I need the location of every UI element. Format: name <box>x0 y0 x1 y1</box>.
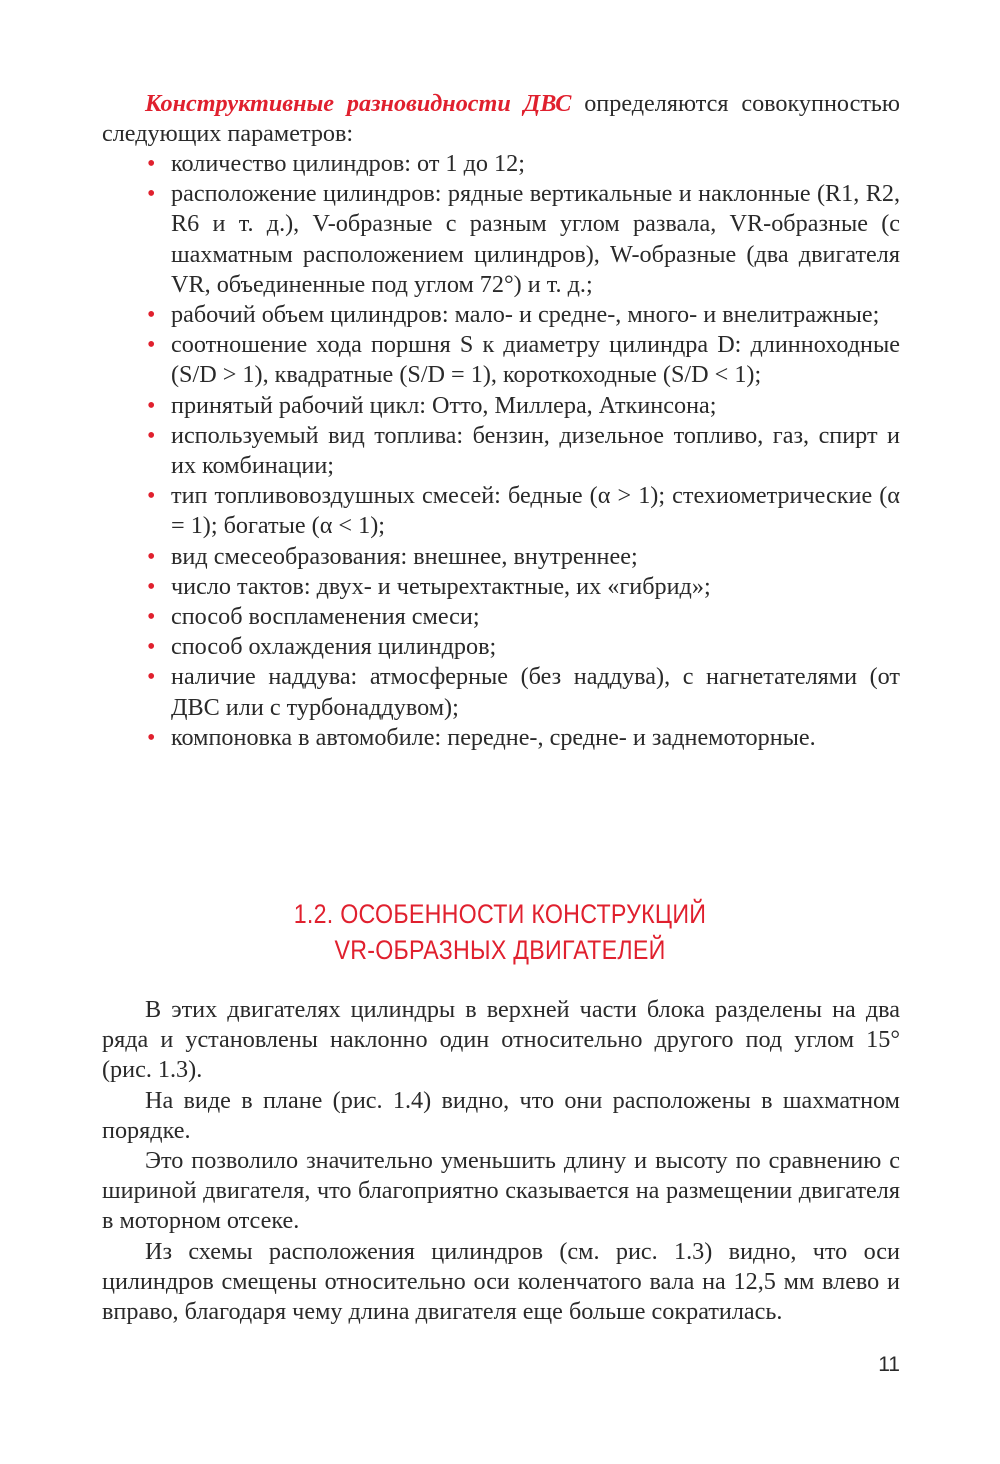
list-item <box>102 330 900 390</box>
list-item <box>102 300 900 330</box>
bullet-icon: • <box>147 483 156 510</box>
section-heading-line-1: 1.2. ОСОБЕННОСТИ КОНСТРУКЦИЙ <box>293 899 707 929</box>
intro-paragraph <box>102 89 900 149</box>
bullet-icon: • <box>147 392 156 419</box>
intro-text: определяются совокупностью следующих параметров: <box>102 90 901 148</box>
section-heading <box>156 896 844 968</box>
list-item <box>102 572 900 602</box>
list-item-text: способ воспламенения смеси; <box>171 603 480 631</box>
bullet-icon: • <box>147 181 156 208</box>
bullet-icon: • <box>147 151 156 177</box>
bullet-icon: • <box>147 634 156 661</box>
body-paragraph: На виде в плане (рис. 1.4) видно, что они расположены в шахматном порядке. <box>102 1086 900 1144</box>
list-item <box>102 149 900 179</box>
list-item-text: рабочий объем цилиндров: мало- и средне-, много- и внелитражные; <box>171 301 880 329</box>
section-heading-line-2: VR-ОБРАЗНЫХ ДВИГАТЕЛЕЙ <box>334 935 666 965</box>
intro-term: Конструктивные разновидности ДВС <box>145 90 572 117</box>
list-item-text: тип топливовоздушных смесей: бедные (α > 1); стехиометрические (α = 1); богатые (α < 1); <box>171 482 900 540</box>
body-paragraph: Из схемы расположения цилиндров (см. рис. 1.3) видно, что оси цилиндров смещены относительно оси коленчатого вала на 12,5 мм влево и вправо, благодаря чему длина двигателя еще больше сократилась. <box>102 1237 900 1326</box>
bullet-icon: • <box>147 332 156 359</box>
parameters-list <box>102 149 900 753</box>
bullet-icon: • <box>147 422 156 449</box>
list-item <box>102 542 900 572</box>
list-item-text: используемый вид топлива: бензин, дизельное топливо, газ, спирт и их комбинации; <box>171 421 900 480</box>
list-item <box>102 179 900 300</box>
list-item-text: вид смесеобразования: внешнее, внутреннее; <box>171 542 638 570</box>
page-number: 11 <box>878 1353 900 1376</box>
list-item-text: количество цилиндров: от 1 до 12; <box>171 150 525 177</box>
list-item <box>102 723 900 753</box>
list-item <box>102 391 900 421</box>
bullet-icon: • <box>147 573 156 600</box>
list-item <box>102 602 900 632</box>
list-item-text: способ охлаждения цилиндров; <box>171 633 497 661</box>
section-body <box>102 995 900 1327</box>
bullet-icon: • <box>147 724 156 751</box>
list-item <box>102 662 900 722</box>
list-item-text: число тактов: двух- и четырехтактные, их «гибрид»; <box>171 572 711 600</box>
bullet-icon: • <box>147 604 156 631</box>
list-item <box>102 632 900 662</box>
list-item-text: соотношение хода поршня S к диаметру цилиндра D: длинноходные (S/D > 1), квадратные (S/D = 1), короткоходные (S/D < 1); <box>171 331 900 389</box>
bullet-icon: • <box>147 664 156 691</box>
list-item-text: наличие наддува: атмосферные (без наддува), с нагнетателями (от ДВС или с турбонаддувом); <box>171 663 900 721</box>
list-item-text: компоновка в автомобиле: передне-, средне- и заднемоторные. <box>171 723 816 751</box>
list-item <box>102 421 900 481</box>
bullet-icon: • <box>147 543 156 570</box>
list-item-text: расположение цилиндров: рядные вертикальные и наклонные (R1, R2, R6 и т. д.), V-образные с разным углом развала, VR-образные (с шахматным расположением цилиндров), W-образные (два двигателя VR, объединенные под углом 72°) и т. д.; <box>171 180 900 298</box>
body-paragraph: Это позволило значительно уменьшить длину и высоту по сравнению с шириной двигателя, что благоприятно сказывается на размещении двигателя в моторном отсеке. <box>102 1147 900 1235</box>
list-item <box>102 481 900 541</box>
body-paragraph: В этих двигателях цилиндры в верхней части блока разделены на два ряда и установлены наклонно один относительно другого под углом 15° (рис. 1.3). <box>102 996 900 1084</box>
bullet-icon: • <box>147 302 156 329</box>
list-item-text: принятый рабочий цикл: Отто, Миллера, Аткинсона; <box>171 391 717 419</box>
